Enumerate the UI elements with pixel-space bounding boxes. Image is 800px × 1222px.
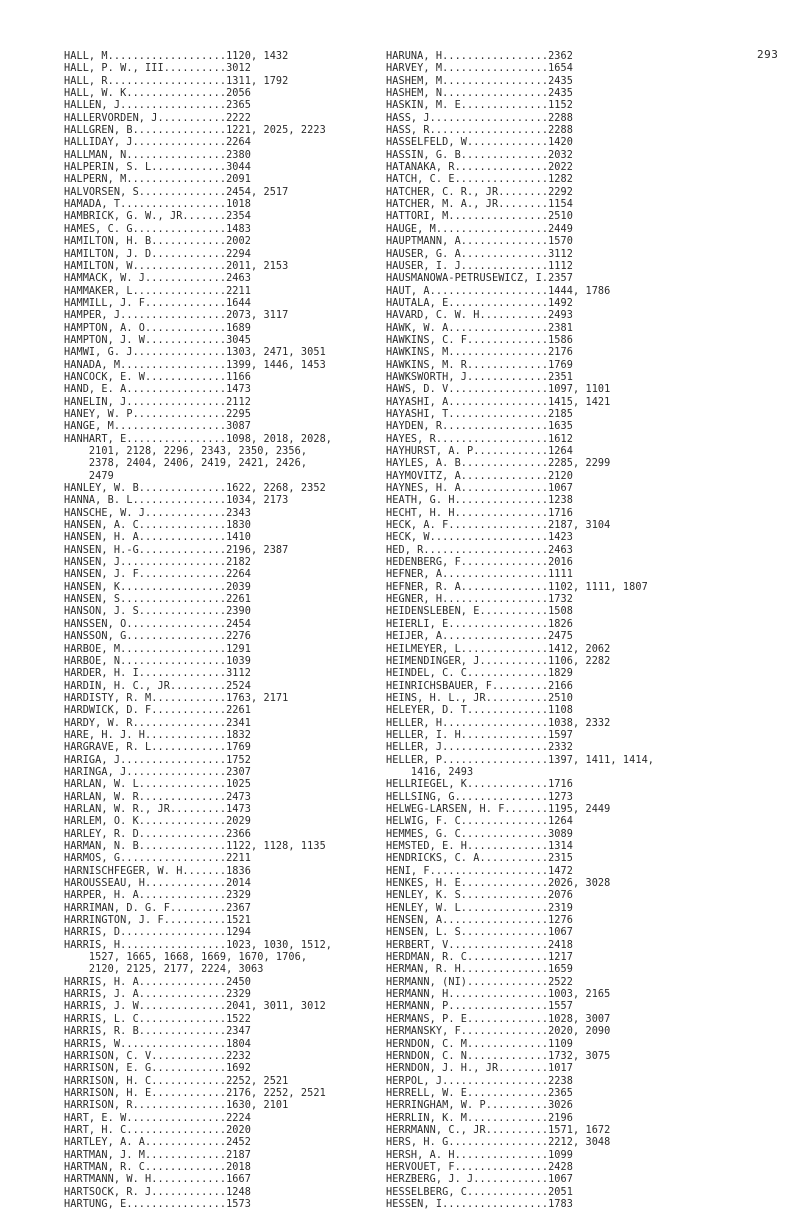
index-entry: HAYES, R..................1612 [386,433,574,445]
index-entry: HANNA, B. L...............1034, 2173 [64,495,289,507]
index-entry: HERMAN, R. H..............1659 [386,964,574,976]
index-entry: HEMMES, G. C..............3089 [386,828,574,840]
index-entry: HARTMAN, J. M.............2187 [64,1149,252,1161]
index-entry: HARRIS, H. A..............2450 [64,976,252,988]
index-entry: HAMPTON, J. W.............3045 [64,334,252,346]
index-entry: HARTMAN, R. C.............2018 [64,1161,252,1173]
index-entry: HANSEN, J. F..............2264 [64,569,252,581]
index-entry: HALLERVORDEN, J...........2222 [64,112,252,124]
index-entry: HARTUNG, E................1573 [64,1198,252,1210]
index-entry: HERS, H. G................2212, 3048 [386,1137,611,1149]
index-entry: HAMES, C. G...............1483 [64,223,252,235]
index-entry: HELLER, I. H..............1597 [386,729,574,741]
index-entry: HARMOS, G.................2211 [64,853,252,865]
index-entry: HARLEM, O. K..............2029 [64,816,252,828]
page-number: 293 [757,48,779,61]
index-entry: HANSSON, G................2276 [64,631,252,643]
index-entry: HARLAN, W. R., JR.........1473 [64,803,252,815]
index-entry: HARRIMAN, D. G. F.........2367 [64,902,252,914]
index-entry: HELLRIEGEL, K.............1716 [386,779,574,791]
index-entry: HARRIS, L. C..............1522 [64,1013,252,1025]
index-entry: HAMILTON, J. D............2294 [64,248,252,260]
index-entry: HANSEN, H. A..............1410 [64,532,252,544]
index-entry: HAROUSSEAU, H.............2014 [64,878,252,890]
index-entry: HAMADA, T.................1018 [64,199,252,211]
index-entry: HERMANN, (NI).............2522 [386,976,574,988]
index-entry: HERRINGHAM, W. P..........3026 [386,1100,574,1112]
index-entry: HAYNES, H. A..............1067 [386,483,574,495]
index-entry: HATCH, C. E...............1282 [386,174,574,186]
index-entry: HEIDENSLEBEN, E...........1508 [386,606,574,618]
index-entry: HARRIS, D.................1294 [64,927,252,939]
index-entry: HELLER, P.................1397, 1411, 1414, [386,754,655,766]
index-entry: HEMSTED, E. H.............1314 [386,841,574,852]
index-entry: HAYASHI, T................2185 [386,408,574,420]
index-entry: HEILMEYER, L..............1412, 2062 [386,643,611,655]
index-entry: HAMMILL, J. F.............1644 [64,297,252,309]
index-entry: HENSEN, L. S..............1067 [386,927,574,939]
right-index-column [386,51,786,1211]
index-entry: HALLEN, J.................2365 [64,100,252,112]
index-entry: HERPOL, J.................2238 [386,1075,574,1087]
index-entry: HERDMAN, R. C.............1217 [386,952,574,964]
index-entry: HAUSMANOWA-PETRUSEWICZ, I.2357 [386,273,574,285]
index-entry: HANEY, W. P...............2295 [64,408,252,420]
index-entry: HAMBRICK, G. W., JR.......2354 [64,211,252,223]
index-entry: 1527, 1665, 1668, 1669, 1670, 1706, [64,952,308,964]
index-entry: HALLIDAY, J...............2264 [64,137,252,149]
index-entry: HARGRAVE, R. L............1769 [64,742,252,754]
index-entry: HELLER, J.................2332 [386,742,574,754]
index-entry: HATCHER, C. R., JR........2292 [386,186,574,198]
index-entry: HASS, R...................2288 [386,125,574,137]
index-entry: HEIERLI, E................1826 [386,618,574,630]
index-entry: HART, H. C................2020 [64,1124,252,1136]
index-entry: HALL, P. W., III..........3012 [64,63,252,75]
index-entry: HAWK, W. A................2381 [386,322,574,334]
index-entry: HANSEN, H.-G..............2196, 2387 [64,544,289,556]
index-entry: 1416, 2493 [386,766,474,778]
index-entry: HARBOE, M.................1291 [64,643,252,655]
index-entry: HASSELFELD, W.............1420 [386,137,574,149]
index-entry: HAND, E. A................1473 [64,384,252,396]
index-entry: HEFNER, R. A..............1102, 1111, 1807 [386,581,648,593]
index-entry: HELEYER, D. T.............1108 [386,705,574,717]
index-entry: HARIGA, J.................1752 [64,754,252,766]
index-entry: HARRIS, J. A..............2329 [64,989,252,1001]
index-entry: HAWKINS, C. F.............1586 [386,334,574,346]
index-entry: HARMAN, N. B..............1122, 1128, 1135 [64,841,326,852]
index-entry: HASHEM, M.................2435 [386,75,574,87]
index-entry: HARTMANN, W. H............1667 [64,1174,252,1186]
index-entry: HEINDEL, C. C.............1829 [386,668,574,680]
index-entry: HAUTALA, E................1492 [386,297,574,309]
index-entry: 2479 [64,470,114,482]
index-entry: HALVORSEN, S..............2454, 2517 [64,186,289,198]
index-entry: HARLEY, R. D..............2366 [64,828,252,840]
index-entry: HALPERN, M................2091 [64,174,252,186]
index-entry: HERMANSKY, F..............2020, 2090 [386,1026,611,1038]
index-entry: HASKIN, M. E..............1152 [386,100,574,112]
index-entry: HENLEY, W. L..............2319 [386,902,574,914]
index-entry: HARRIS, R. B..............2347 [64,1026,252,1038]
index-entry: HANGE, M..................3087 [64,421,252,433]
index-entry: HAMILTON, H. B............2002 [64,236,252,248]
index-entry: HARUNA, H.................2362 [386,51,574,62]
index-entry: HANSSEN, O................2454 [64,618,252,630]
index-entry: HERMANN, P................1557 [386,1001,574,1013]
index-entry: HAUPTMANN, A..............1570 [386,236,574,248]
index-entry: HANSEN, S.................2261 [64,594,252,606]
index-entry: HARDISTY, R. M............1763, 2171 [64,692,289,704]
index-entry: HANADA, M.................1399, 1446, 1453 [64,359,326,371]
index-entry: HARDER, H. I..............3112 [64,668,252,680]
index-entry: HEIMENDINGER, J...........1106, 2282 [386,655,611,667]
index-entry: HARTLEY, A. A.............2452 [64,1137,252,1149]
index-entry: HAYMOVITZ, A..............2120 [386,470,574,482]
index-entry: HALL, M...................1120, 1432 [64,51,289,62]
index-entry: HANHART, E................1098, 2018, 2028, [64,433,333,445]
index-entry: HATANAKA, R...............2022 [386,162,574,174]
index-entry: HELWEG-LARSEN, H. F.......1195, 2449 [386,803,611,815]
index-entry: HAUT, A...................1444, 1786 [386,285,611,297]
index-entry: HENI, F...................1472 [386,865,574,877]
index-entry: HANSEN, A. C..............1830 [64,520,252,532]
index-entry: HAUSER, G. A..............3112 [386,248,574,260]
index-entry: HARTSOCK, R. J............1248 [64,1186,252,1198]
index-entry: HARLAN, W. R..............2473 [64,791,252,803]
index-entry: HAMMACK, W. J.............2463 [64,273,252,285]
index-entry: HEINS, H. L., JR..........2510 [386,692,574,704]
index-entry: 2120, 2125, 2177, 2224, 3063 [64,964,264,976]
index-entry: HEGNER, H.................1732 [386,594,574,606]
index-entry: HARDIN, H. C., JR.........2524 [64,680,252,692]
index-entry: HALL, R...................1311, 1792 [64,75,289,87]
index-entry: HELLER, H.................1038, 2332 [386,717,611,729]
index-entry: HELLSING, G...............1273 [386,791,574,803]
index-entry: HARDWICK, D. F............2261 [64,705,252,717]
index-entry: HERRELL, W. E.............2365 [386,1087,574,1099]
index-entry: HEATH, G. H...............1238 [386,495,574,507]
index-entry: HARRISON, H. C............2252, 2521 [64,1075,289,1087]
index-entry: HERRMANN, C., JR..........1571, 1672 [386,1124,611,1136]
index-entry: HANSCHE, W. J.............2343 [64,507,252,519]
index-entry: HAYASHI, A................1415, 1421 [386,396,611,408]
index-entry: HENKES, H. E..............2026, 3028 [386,878,611,890]
index-entry: HAVARD, C. W. H...........2493 [386,310,574,322]
index-entry: HERMANN, H................1003, 2165 [386,989,611,1001]
index-entry: HAWS, D. V................1097, 1101 [386,384,611,396]
index-entry: HAMMAKER, L...............2211 [64,285,252,297]
index-entry: HECHT, H. H...............1716 [386,507,574,519]
index-entry: HARNISCHFEGER, W. H.......1836 [64,865,252,877]
index-entry: HAYLES, A. B..............2285, 2299 [386,458,611,470]
index-entry: HED, R....................2463 [386,544,574,556]
index-entry: HAUSER, I. J..............1112 [386,260,574,272]
index-entry: HECK, W...................1423 [386,532,574,544]
index-entry: HERZBERG, J. J............1067 [386,1174,574,1186]
index-entry: HERSH, A. H...............1099 [386,1149,574,1161]
index-entry: HATTORI, M................2510 [386,211,574,223]
index-entry: HENLEY, K. S..............2076 [386,890,574,902]
index-entry: HAMILTON, W...............2011, 2153 [64,260,289,272]
index-entry: HARRIS, J. W..............2041, 3011, 3012 [64,1001,326,1013]
index-entry: HERRLIN, K. M.............2196 [386,1112,574,1124]
index-entry: HASSIN, G. B..............2032 [386,149,574,161]
index-entry: HANSEN, K.................2039 [64,581,252,593]
index-entry: HALL, W. K................2056 [64,88,252,100]
index-entry: HEINRICHSBAUER, F.........2166 [386,680,574,692]
index-entry: HENDRICKS, C. A...........2315 [386,853,574,865]
index-entry: HELWIG, F. C..............1264 [386,816,574,828]
index-entry: HAMPER, J.................2073, 3117 [64,310,289,322]
index-entry: HAWKINS, M. R.............1769 [386,359,574,371]
index-entry: HARPER, H. A..............2329 [64,890,252,902]
index-entry: HASS, J...................2288 [386,112,574,124]
index-entry: HANELIN, J................2112 [64,396,252,408]
index-entry: HATCHER, M. A., JR........1154 [386,199,574,211]
index-entry: HARRINGTON, J. F..........1521 [64,915,252,927]
index-entry: HARRIS, H.................1023, 1030, 1512, [64,939,333,951]
index-entry: HAYHURST, A. P............1264 [386,446,574,457]
index-entry: HENSEN, A.................1276 [386,915,574,927]
index-entry: HARLAN, W. L..............1025 [64,779,252,791]
index-entry: HAWKSWORTH, J.............2351 [386,371,574,383]
index-entry: HERBERT, V................2418 [386,939,574,951]
index-entry: 2101, 2128, 2296, 2343, 2350, 2356, [64,446,308,457]
index-entry: HART, E. W................2224 [64,1112,252,1124]
index-entry: HANCOCK, E. W.............1166 [64,371,252,383]
index-entry: HERNDON, J. H., JR........1017 [386,1063,574,1075]
index-entry: HASHEM, N.................2435 [386,88,574,100]
index-entry: HANSON, J. S..............2390 [64,606,252,618]
index-entry: HARINGA, J................2307 [64,766,252,778]
index-entry: HAWKINS, M................2176 [386,347,574,359]
index-entry: HECK, A. F................2187, 3104 [386,520,611,532]
index-entry: HAUGE, M..................2449 [386,223,574,235]
index-entry: HEIJER, A.................2475 [386,631,574,643]
index-entry: HARRISON, C. V............2232 [64,1050,252,1062]
index-entry: HALPERIN, S. L............3044 [64,162,252,174]
index-entry: HAMPTON, A. O.............1689 [64,322,252,334]
index-entry: HERNDON, C. N.............1732, 3075 [386,1050,611,1062]
index-entry: HARRISON, E. G............1692 [64,1063,252,1075]
index-entry: HAYDEN, R.................1635 [386,421,574,433]
index-entry: HARRIS, W.................1804 [64,1038,252,1050]
index-entry: HEDENBERG, F..............2016 [386,557,574,569]
index-entry: HARVEY, M.................1654 [386,63,574,75]
index-entry: HALLGREN, B...............1221, 2025, 2223 [64,125,326,137]
index-entry: 2378, 2404, 2406, 2419, 2421, 2426, [64,458,308,470]
index-entry: HARRISON, R...............1630, 2101 [64,1100,289,1112]
index-entry: HERNDON, C. M.............1109 [386,1038,574,1050]
index-entry: HALLMAN, N................2380 [64,149,252,161]
index-entry: HESSELBERG, C.............2051 [386,1186,574,1198]
index-entry: HESSEN, I.................1783 [386,1198,574,1210]
index-entry: HANSEN, J.................2182 [64,557,252,569]
index-entry: HERMANS, P. E.............1028, 3007 [386,1013,611,1025]
index-entry: HEFNER, A.................1111 [386,569,574,581]
index-entry: HARRISON, H. E............2176, 2252, 2521 [64,1087,326,1099]
index-entry: HERVOUET, F...............2428 [386,1161,574,1173]
index-entry: HANLEY, W. B..............1622, 2268, 2352 [64,483,326,495]
index-entry: HARDY, W. R...............2341 [64,717,252,729]
index-entry: HAMWI, G. J...............1303, 2471, 3051 [64,347,326,359]
index-entry: HARE, H. J. H.............1832 [64,729,252,741]
index-entry: HARBOE, N.................1039 [64,655,252,667]
